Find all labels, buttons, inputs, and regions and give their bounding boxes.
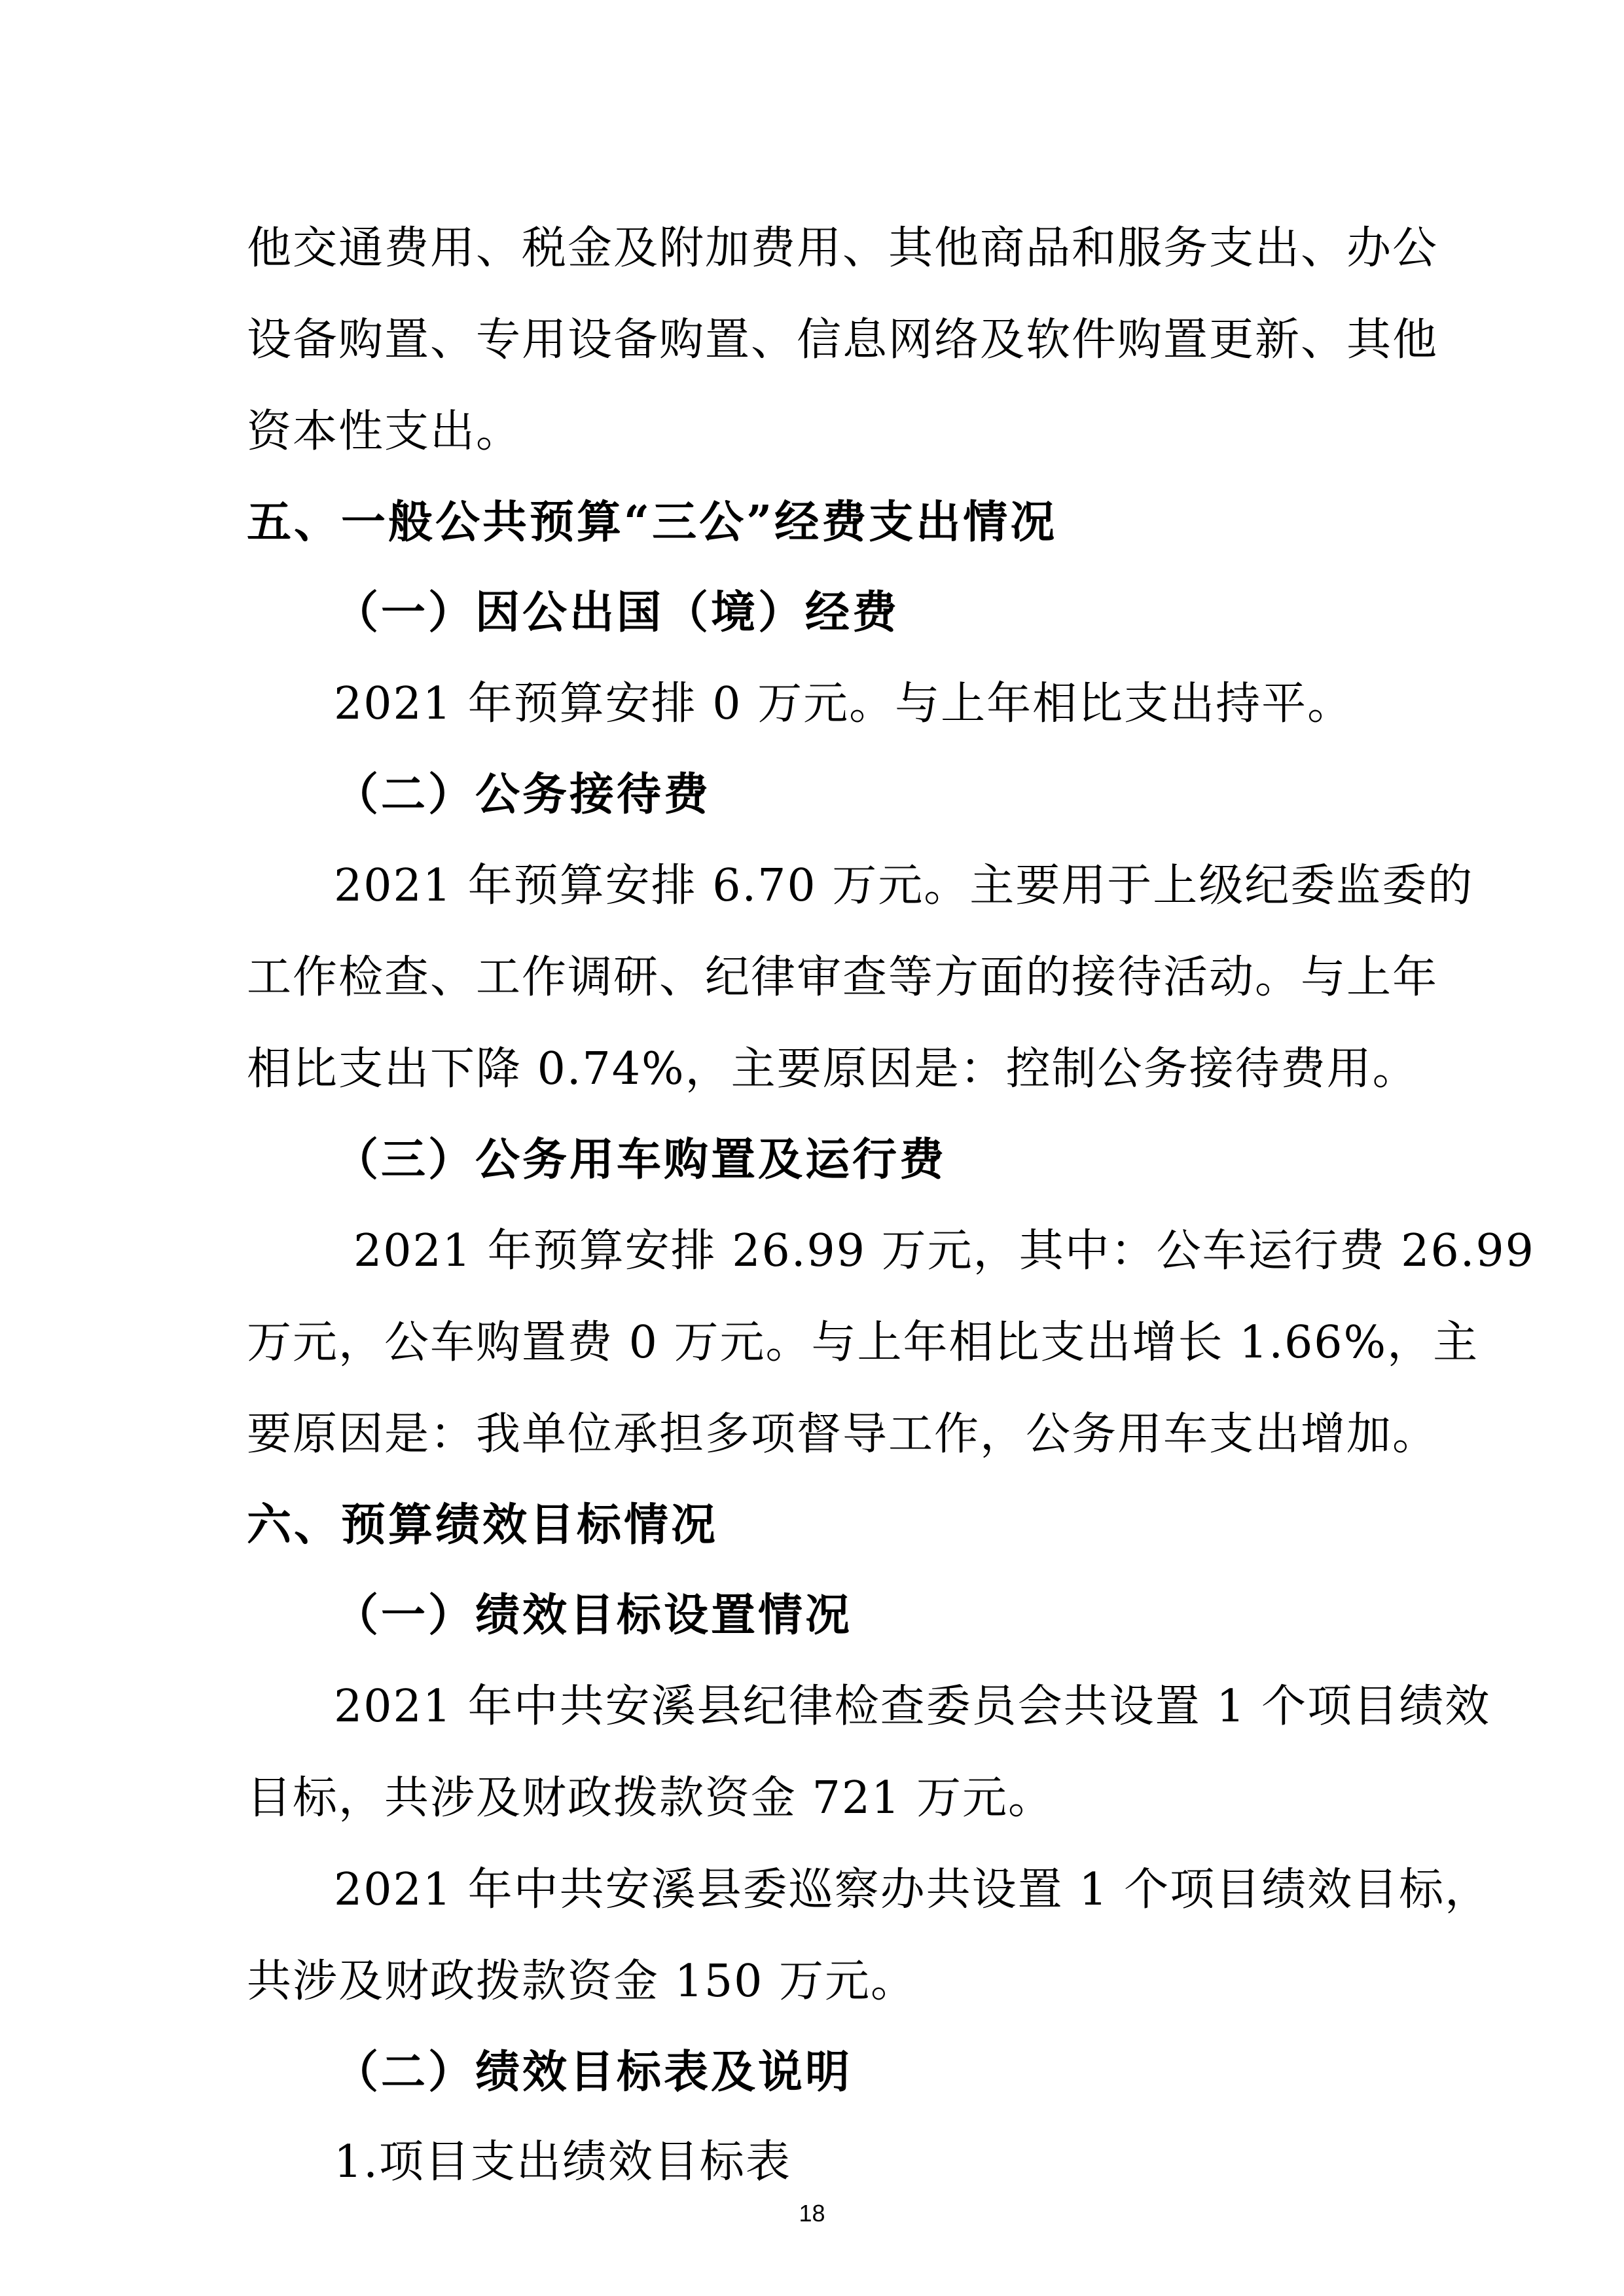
section-6-sub-1-para-1-line-1: 2021 年中共安溪县纪律检查委员会共设置 1 个项目绩效 xyxy=(334,1681,1491,1732)
section-5-sub-2-line-3: 相比支出下降 0.74%，主要原因是：控制公务接待费用。 xyxy=(247,1043,1418,1095)
section-5-sub-2-line-1: 2021 年预算安排 6.70 万元。主要用于上级纪委监委的 xyxy=(334,860,1474,912)
section-5-sub-2-line-2: 工作检查、工作调研、纪律审查等方面的接待活动。与上年 xyxy=(247,952,1439,1003)
section-6-sub-1-para-2-line-1: 2021 年中共安溪县委巡察办共设置 1 个项目绩效目标， xyxy=(334,1864,1491,1916)
section-6-heading: 六、预算绩效目标情况 xyxy=(247,1499,719,1551)
section-5-sub-1-heading: （一）因公出国（境）经费 xyxy=(334,586,900,639)
section-5-sub-3-line-3: 要原因是：我单位承担多项督导工作，公务用车支出增加。 xyxy=(247,1408,1439,1460)
section-5-sub-3-line-1: 2021 年预算安排 26.99 万元，其中：公车运行费 26.99 xyxy=(353,1225,1535,1277)
continuation-line-3: 资本性支出。 xyxy=(247,406,522,457)
section-6-sub-2-line-1: 1.项目支出绩效目标表 xyxy=(334,2136,791,2188)
section-5-sub-3-heading: （三）公务用车购置及运行费 xyxy=(334,1134,947,1186)
section-5-sub-1-text: 2021 年预算安排 0 万元。与上年相比支出持平。 xyxy=(334,678,1354,730)
section-5-heading: 五、一般公共预算“三公”经费支出情况 xyxy=(247,496,1058,548)
page-number: 18 xyxy=(799,2200,825,2227)
section-6-sub-1-heading: （一）绩效目标设置情况 xyxy=(334,1589,853,1641)
section-6-sub-2-heading: （二）绩效目标表及说明 xyxy=(334,2046,853,2098)
section-5-sub-2-heading: （二）公务接待费 xyxy=(334,768,712,821)
section-6-sub-1-para-2-line-2: 共涉及财政拨款资金 150 万元。 xyxy=(247,1956,917,2007)
continuation-line-1: 他交通费用、税金及附加费用、其他商品和服务支出、办公 xyxy=(247,223,1439,274)
continuation-line-2: 设备购置、专用设备购置、信息网络及软件购置更新、其他 xyxy=(247,314,1439,366)
section-5-sub-3-line-2: 万元，公车购置费 0 万元。与上年相比支出增长 1.66%，主 xyxy=(247,1317,1479,1369)
section-6-sub-1-para-1-line-2: 目标，共涉及财政拨款资金 721 万元。 xyxy=(247,1772,1055,1824)
